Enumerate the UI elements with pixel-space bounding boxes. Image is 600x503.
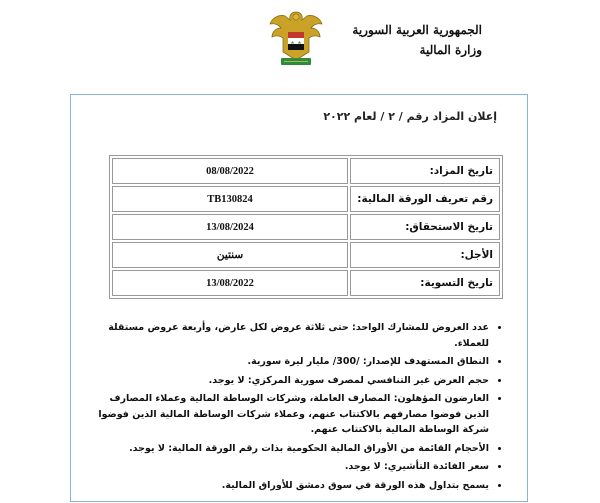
maturity-date-value: 13/08/2024 xyxy=(112,214,348,240)
list-item: • عدد العروض للمشارك الواحد: حتى ثلاثة عروض لكل عارض، وأربعة عروض مستقلة للعملاء. xyxy=(84,320,489,351)
auction-details-table xyxy=(109,155,503,299)
table-row xyxy=(112,214,500,240)
republic-name: الجمهورية العربية السورية xyxy=(352,23,482,37)
table-row xyxy=(112,242,500,268)
list-item: • حجم العرض غير التنافسي لمصرف سورية المركزي: لا يوجد. xyxy=(84,373,489,389)
auction-terms-list xyxy=(84,320,505,496)
maturity-date-label: تاريخ الاستحقاق: xyxy=(350,214,500,240)
list-item: • سعر الفائدة التأشيري: لا يوجد. xyxy=(84,459,489,475)
list-item: • العارضون المؤهلون: المصارف العاملة، وشركات الوساطة المالية وعملاء المصارف الذين فوضوا مصارفهم بالاكتتاب عنهم، وعملاء شركات الوساطة المالية الذين فوضوا شركة الوساطة المالية بالاكتتاب عنهم. xyxy=(84,391,489,438)
security-id-value: TB130824 xyxy=(112,186,348,212)
list-item: • النطاق المستهدف للإصدار: /300/ مليار ليرة سورية. xyxy=(84,354,489,370)
term-value: سنتين xyxy=(112,242,348,268)
syrian-eagle-emblem-icon xyxy=(267,8,325,70)
table-row xyxy=(112,186,500,212)
list-item: • الأحجام القائمة من الأوراق المالية الحكومية بذات رقم الورقة المالية: لا يوجد. xyxy=(84,441,489,457)
list-item: • يسمح بتداول هذه الورقة في سوق دمشق للأوراق المالية. xyxy=(84,478,489,494)
announcement-frame xyxy=(70,94,528,502)
security-id-label: رقم تعريف الورقة المالية: xyxy=(350,186,500,212)
table-row xyxy=(112,270,500,296)
ministry-header xyxy=(352,20,482,60)
ministry-name: وزارة المالية xyxy=(419,43,482,57)
auction-date-value: 08/08/2022 xyxy=(112,158,348,184)
settlement-date-label: تاريخ التسوية: xyxy=(350,270,500,296)
table-row xyxy=(112,158,500,184)
term-label: الأجل: xyxy=(350,242,500,268)
settlement-date-value: 13/08/2022 xyxy=(112,270,348,296)
auction-date-label: تاريخ المزاد: xyxy=(350,158,500,184)
announcement-title: إعلان المزاد رقم / ٢ / لعام ٢٠٢٢ xyxy=(323,110,497,123)
